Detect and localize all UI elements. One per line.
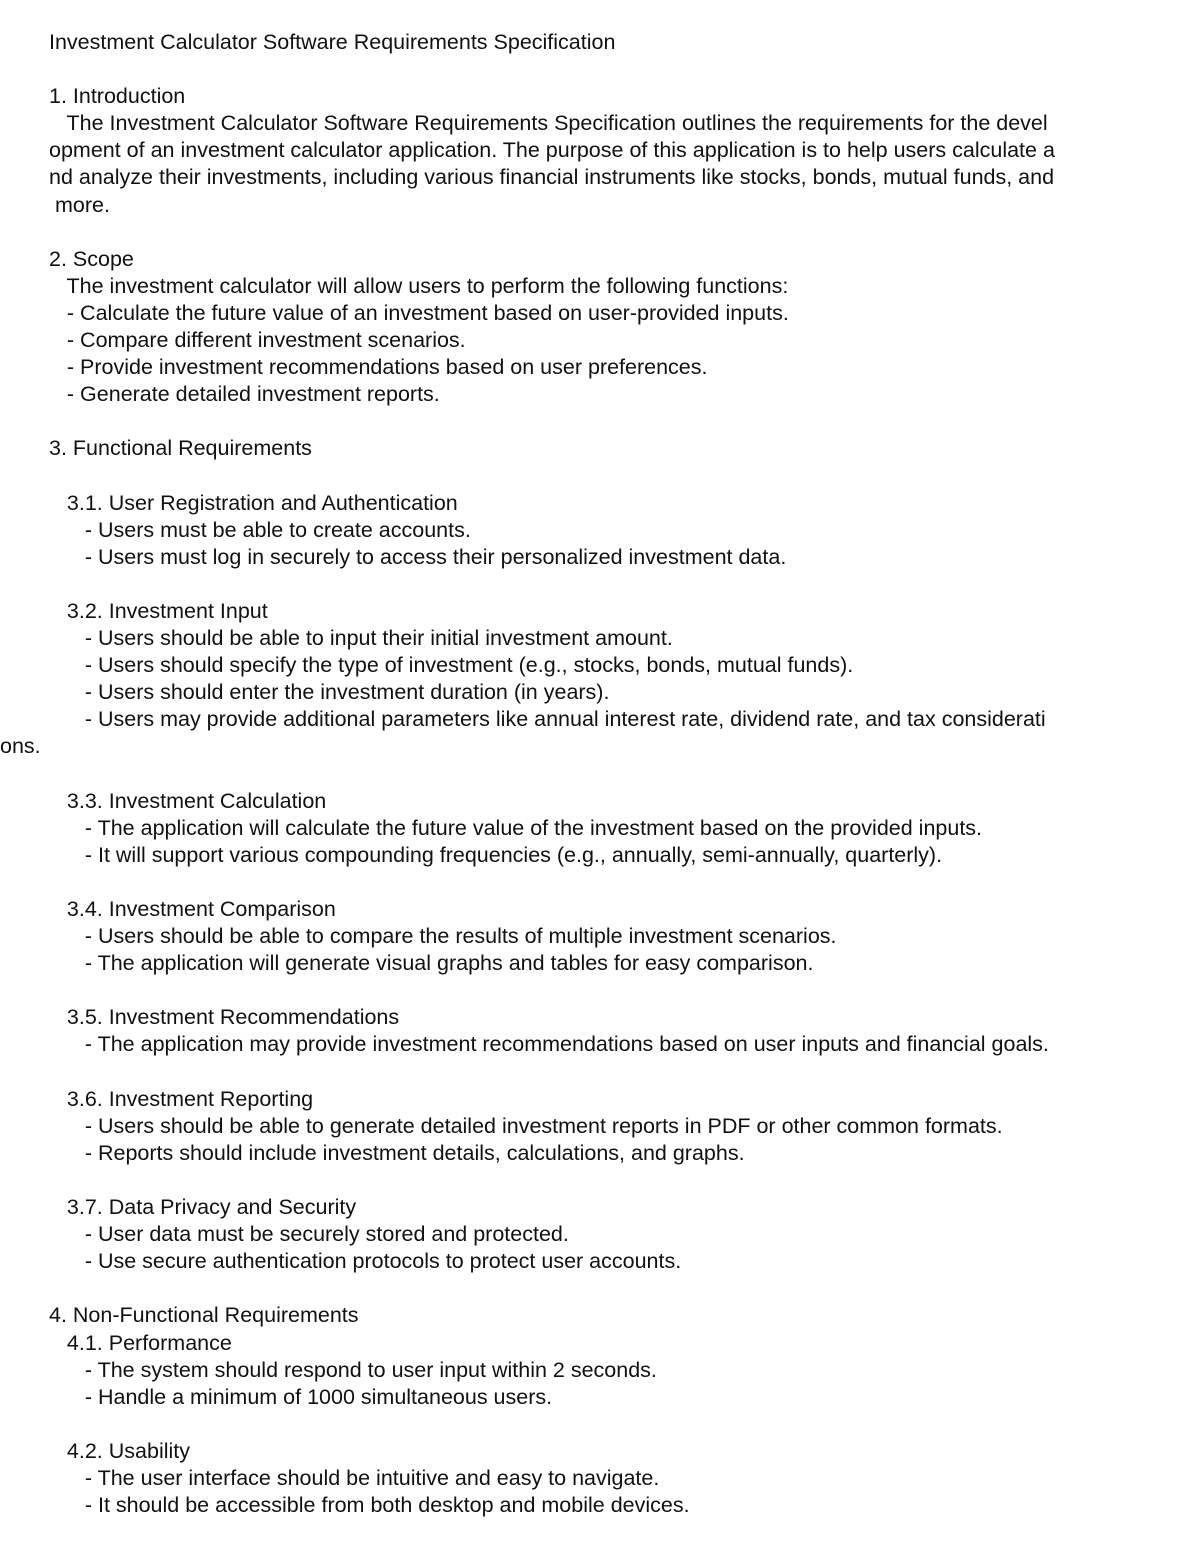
subsection-heading: 3.5. Investment Recommendations [49,1005,400,1030]
blank-line [0,1059,1200,1086]
blank-line [0,56,1200,83]
bullet-item: - Use secure authentication protocols to protect user accounts. [49,1249,682,1274]
section-heading: 4. Non-Functional Requirements [49,1303,359,1328]
bullet-item: - Generate detailed investment reports. [49,382,440,407]
subsection-heading: 4.2. Usability [49,1438,190,1463]
subsection-heading: 3.6. Investment Reporting [49,1086,314,1111]
bullet-item: - Users should be able to generate detailed investment reports in PDF or other common formats. [49,1113,1003,1138]
section-heading: 3. Functional Requirements [49,436,312,461]
paragraph-line: The investment calculator will allow users to perform the following functions: [49,273,789,298]
blank-line [0,571,1200,598]
bullet-item: - Calculate the future value of an investment based on user-provided inputs. [49,300,789,325]
bullet-item: - Reports should include investment details, calculations, and graphs. [49,1140,745,1165]
bullet-item: - The system should respond to user input within 2 seconds. [49,1357,657,1382]
blank-line [0,761,1200,788]
blank-line [0,219,1200,246]
bullet-item: - Users should be able to input their initial investment amount. [49,626,673,651]
paragraph-line: nd analyze their investments, including various financial instruments like stocks, bonds, mutual funds, and [49,165,1055,190]
blank-line [0,408,1200,435]
blank-line [0,1275,1200,1302]
bullet-item: - Handle a minimum of 1000 simultaneous users. [49,1384,553,1409]
subsection-heading: 3.2. Investment Input [49,598,268,623]
subsection-heading: 4.1. Performance [49,1330,232,1355]
bullet-item: - The application will calculate the future value of the investment based on the provided inputs. [49,815,983,840]
paragraph-line: more. [49,192,110,217]
bullet-item: - Users should be able to compare the results of multiple investment scenarios. [49,924,837,949]
bullet-item: - Users must be able to create accounts. [49,517,471,542]
paragraph-line: The Investment Calculator Software Requirements Specification outlines the requirements for the devel [49,111,1048,136]
bullet-item: - Users should enter the investment duration (in years). [49,680,610,705]
bullet-item: - Users should specify the type of investment (e.g., stocks, bonds, mutual funds). [49,653,854,678]
section-heading: 2. Scope [49,246,134,271]
bullet-item: - Users must log in securely to access their personalized investment data. [49,544,787,569]
blank-line [0,977,1200,1004]
blank-line [0,1167,1200,1194]
bullet-item: - The application may provide investment recommendations based on user inputs and financial goals. [49,1032,1049,1057]
bullet-item: - The user interface should be intuitive and easy to navigate. [49,1465,660,1490]
bullet-item: - Compare different investment scenarios. [49,328,466,353]
document-page [0,29,1200,1519]
bullet-item: - User data must be securely stored and protected. [49,1222,569,1247]
document-title: Investment Calculator Software Requirements Specification [49,30,616,54]
paragraph-line: ons. [0,734,41,759]
blank-line [0,463,1200,490]
bullet-item: - It will support various compounding frequencies (e.g., annually, semi-annually, quarterly). [49,842,943,867]
bullet-item: - The application will generate visual graphs and tables for easy comparison. [49,951,814,976]
subsection-heading: 3.3. Investment Calculation [49,788,327,813]
bullet-item: - Provide investment recommendations based on user preferences. [49,355,708,380]
subsection-heading: 3.1. User Registration and Authentication [49,490,458,515]
blank-line [0,1411,1200,1438]
bullet-item: - Users may provide additional parameters like annual interest rate, dividend rate, and tax considerati [49,707,1046,732]
paragraph-line: opment of an investment calculator application. The purpose of this application is to help users calculate a [49,138,1055,163]
bullet-item: - It should be accessible from both desktop and mobile devices. [49,1493,690,1518]
subsection-heading: 3.4. Investment Comparison [49,897,336,921]
blank-line [0,869,1200,896]
section-heading: 1. Introduction [49,84,186,109]
subsection-heading: 3.7. Data Privacy and Security [49,1195,357,1220]
